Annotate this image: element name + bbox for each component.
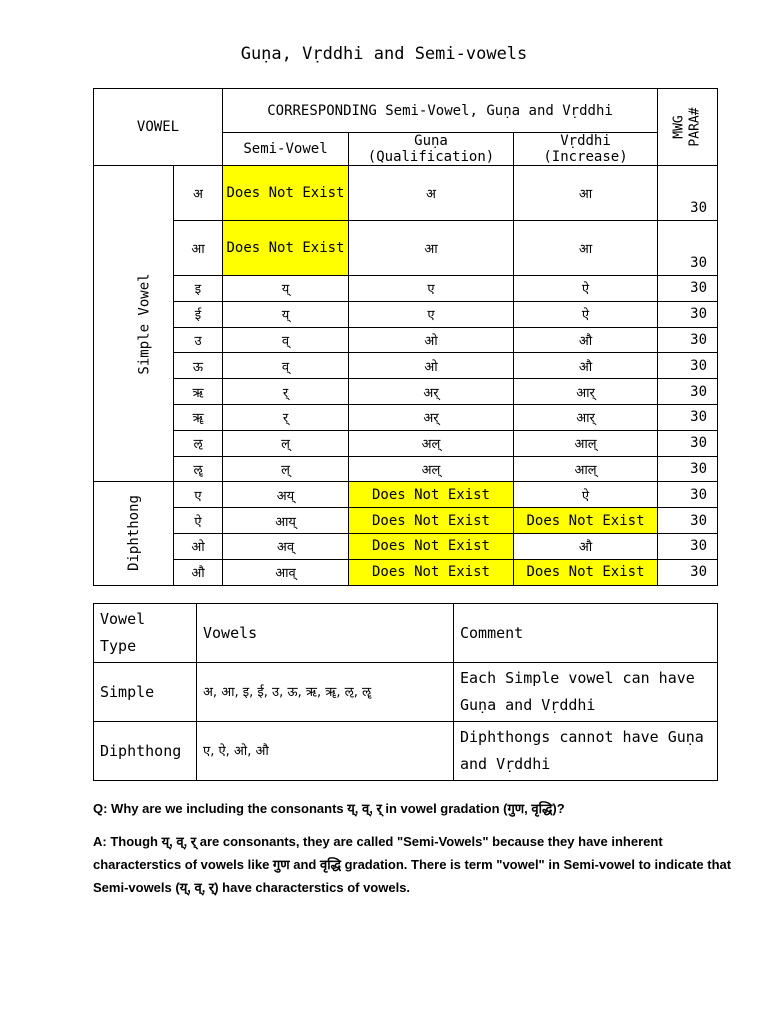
para-cell: 30 xyxy=(658,533,718,559)
guna-cell: Does Not Exist xyxy=(349,533,514,559)
para-cell: 30 xyxy=(658,276,718,302)
vowels-cell: ए, ऐ, ओ, औ xyxy=(197,722,454,781)
para-cell: 30 xyxy=(658,559,718,585)
para-cell: 30 xyxy=(658,379,718,405)
question-text: Q: Why are we including the consonants य्, व्, र् in vowel gradation (गुण, वृद्धि)? xyxy=(93,801,565,816)
vowel-cell: ओ xyxy=(174,533,223,559)
header-mwg-line1: MWG xyxy=(671,115,687,139)
semi-vowel-cell: अय् xyxy=(223,482,349,508)
semi-vowel-cell: र् xyxy=(223,404,349,430)
para-cell: 30 xyxy=(658,456,718,482)
table-row xyxy=(94,166,718,221)
vowel-cell: ऌ xyxy=(174,430,223,456)
guna-cell: ए xyxy=(349,301,514,327)
vrddhi-cell: आल् xyxy=(514,430,658,456)
vowel-cell: ऋ xyxy=(174,379,223,405)
guna-cell: ए xyxy=(349,276,514,302)
semi-vowel-cell: व् xyxy=(223,327,349,353)
vowels-cell: अ, आ, इ, ई, उ, ऊ, ऋ, ॠ, ऌ, ॡ xyxy=(197,663,454,722)
guna-cell: ओ xyxy=(349,327,514,353)
vowel-cell: ॡ xyxy=(174,456,223,482)
semi-vowel-cell: य् xyxy=(223,301,349,327)
vowel-gradation-table xyxy=(93,88,718,586)
vrddhi-cell: आर् xyxy=(514,379,658,405)
vowel-cell: ऐ xyxy=(174,508,223,534)
table-row xyxy=(94,482,718,508)
vowel-cell: ॠ xyxy=(174,404,223,430)
semi-vowel-cell: ल् xyxy=(223,456,349,482)
vrddhi-cell: आल् xyxy=(514,456,658,482)
guna-cell: अ xyxy=(349,166,514,221)
vrddhi-cell: ऐ xyxy=(514,276,658,302)
semi-vowel-cell: ल् xyxy=(223,430,349,456)
header-vowel: VOWEL xyxy=(94,89,223,166)
table-row xyxy=(94,379,718,405)
guna-cell: Does Not Exist xyxy=(349,559,514,585)
table-row xyxy=(94,559,718,585)
vrddhi-cell: आ xyxy=(514,166,658,221)
semi-vowel-cell: य् xyxy=(223,276,349,302)
vrddhi-cell: Does Not Exist xyxy=(514,559,658,585)
table-row xyxy=(94,663,718,722)
table-row xyxy=(94,430,718,456)
para-cell: 30 xyxy=(658,508,718,534)
guna-cell: अल् xyxy=(349,456,514,482)
vrddhi-cell: ऐ xyxy=(514,301,658,327)
group-label-simple: Simple Vowel xyxy=(94,166,174,482)
semi-vowel-cell: आव् xyxy=(223,559,349,585)
table-row xyxy=(94,722,718,781)
vowel-cell: ऊ xyxy=(174,353,223,379)
vowel-cell: अ xyxy=(174,166,223,221)
para-cell: 30 xyxy=(658,166,718,221)
para-cell: 30 xyxy=(658,327,718,353)
subheader-guna: Guṇa (Qualification) xyxy=(349,133,514,166)
vowel-cell: औ xyxy=(174,559,223,585)
subheader-semi-vowel: Semi-Vowel xyxy=(223,133,349,166)
semi-vowel-cell: अव् xyxy=(223,533,349,559)
header-comment: Comment xyxy=(454,604,718,663)
guna-cell: Does Not Exist xyxy=(349,508,514,534)
table-row xyxy=(94,301,718,327)
comment-cell: Diphthongs cannot have Guṇa and Vṛddhi xyxy=(454,722,718,781)
vrddhi-cell: आर् xyxy=(514,404,658,430)
header-mwg-line2: PARA# xyxy=(687,107,703,147)
vowel-cell: ए xyxy=(174,482,223,508)
para-cell: 30 xyxy=(658,404,718,430)
table-row xyxy=(94,221,718,276)
guna-cell: अर् xyxy=(349,379,514,405)
table-row xyxy=(94,327,718,353)
table-row xyxy=(94,508,718,534)
para-cell: 30 xyxy=(658,430,718,456)
comment-cell: Each Simple vowel can have Guṇa and Vṛddhi xyxy=(454,663,718,722)
vrddhi-cell: ऐ xyxy=(514,482,658,508)
vrddhi-cell: औ xyxy=(514,533,658,559)
semi-vowel-cell: Does Not Exist xyxy=(223,221,349,276)
para-cell: 30 xyxy=(658,482,718,508)
qa-section xyxy=(93,797,733,899)
vowel-type-table xyxy=(93,603,718,781)
semi-vowel-cell: Does Not Exist xyxy=(223,166,349,221)
semi-vowel-cell: आय् xyxy=(223,508,349,534)
guna-cell: Does Not Exist xyxy=(349,482,514,508)
table-row xyxy=(94,456,718,482)
vowel-cell: उ xyxy=(174,327,223,353)
table-row xyxy=(94,404,718,430)
header-mwg-para xyxy=(658,89,718,166)
table-row xyxy=(94,276,718,302)
group-label-diphthong: Diphthong xyxy=(94,482,174,585)
type-cell: Simple xyxy=(94,663,197,722)
para-cell: 30 xyxy=(658,221,718,276)
semi-vowel-cell: र् xyxy=(223,379,349,405)
header-vowel-type: Vowel Type xyxy=(94,604,197,663)
table-row xyxy=(94,353,718,379)
type-cell: Diphthong xyxy=(94,722,197,781)
para-cell: 30 xyxy=(658,353,718,379)
answer-text: A: Though य्, व्, र् are consonants, they are called "Semi-Vowels" because they have inherent characterstics of vowels like गुण and वृद्धि gradation. There is term "vowel" in Semi-vowel to indicate that Semi-vowels (य्, व्, र्) have characterstics of vowels. xyxy=(93,834,732,895)
guna-cell: अर् xyxy=(349,404,514,430)
guna-cell: आ xyxy=(349,221,514,276)
vrddhi-cell: औ xyxy=(514,327,658,353)
vowel-cell: ई xyxy=(174,301,223,327)
subheader-vrddhi: Vṛddhi (Increase) xyxy=(514,133,658,166)
para-cell: 30 xyxy=(658,301,718,327)
vrddhi-cell: औ xyxy=(514,353,658,379)
guna-cell: ओ xyxy=(349,353,514,379)
page-title: Guṇa, Vṛddhi and Semi-vowels xyxy=(240,44,528,64)
header-corresponding: CORRESPONDING Semi-Vowel, Guṇa and Vṛddhi xyxy=(223,89,658,133)
vowel-cell: आ xyxy=(174,221,223,276)
table-row xyxy=(94,533,718,559)
vrddhi-cell: आ xyxy=(514,221,658,276)
guna-cell: अल् xyxy=(349,430,514,456)
vrddhi-cell: Does Not Exist xyxy=(514,508,658,534)
semi-vowel-cell: व् xyxy=(223,353,349,379)
header-vowels: Vowels xyxy=(197,604,454,663)
vowel-cell: इ xyxy=(174,276,223,302)
